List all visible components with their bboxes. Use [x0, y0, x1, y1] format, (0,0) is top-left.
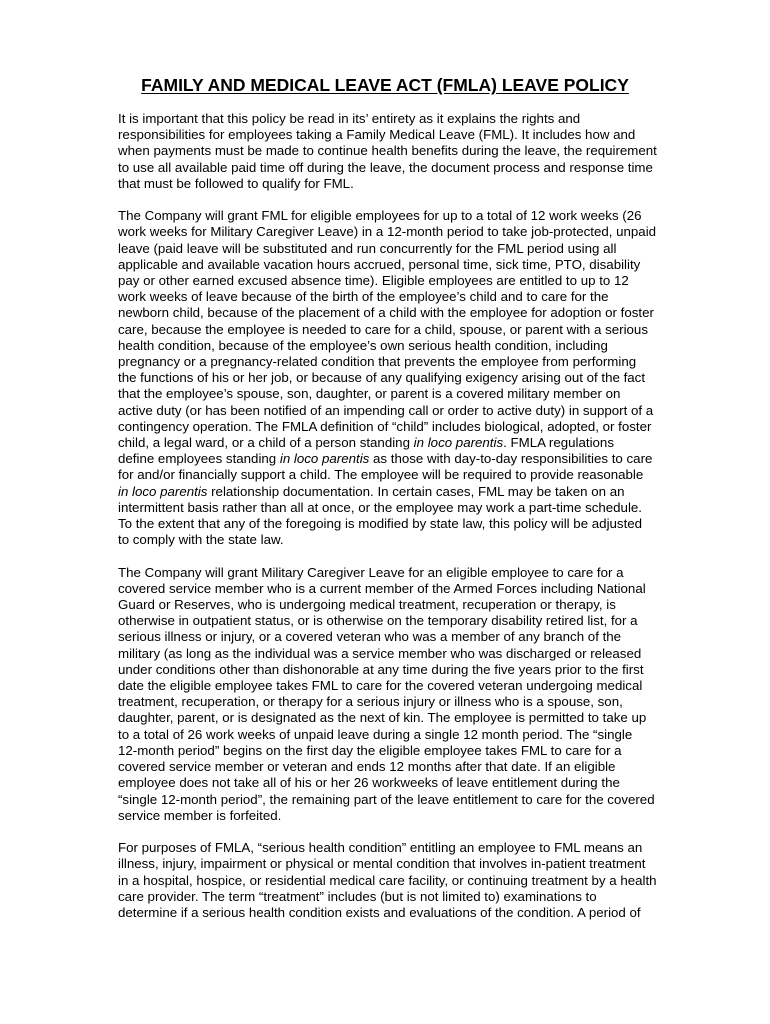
paragraph-intro — [118, 111, 698, 192]
text-line: service member is forfeited. — [118, 807, 282, 823]
text-line: work weeks of leave because of the birth of the employee’s child and to care for the — [118, 289, 609, 305]
text-line: It is important that this policy be read in its’ entirety as it explains the rights and — [118, 111, 581, 126]
text-line: for and/or financially support a child. The employee will be required to provide reasonable — [118, 467, 644, 483]
text-run: relationship documentation. In certain cases, FML may be taken on an — [207, 483, 625, 499]
text-line: health condition, because of the employee’s own serious health condition, including — [118, 337, 608, 353]
text-line: The Company will grant Military Caregiver Leave for an eligible employee to care for a — [118, 564, 624, 580]
text-run: child, a legal ward, or a child of a person standing — [118, 435, 414, 451]
text-line: applicable and available vacation hours accrued, personal time, sick time, PTO, disability — [118, 256, 641, 272]
paragraph-fml-grant — [118, 208, 698, 548]
text-line: For purposes of FMLA, “serious health condition” entitling an employee to FML means an — [118, 840, 643, 856]
text-line: leave (paid leave will be substituted and run concurrently for the FML period using all — [118, 240, 617, 256]
text-line: that the employee’s spouse, son, daughter, or parent is a covered military member on — [118, 386, 621, 402]
text-line-mixed — [118, 451, 698, 467]
text-line: treatment, recuperation, or therapy for a serious injury or illness who is a spouse, son, — [118, 694, 623, 710]
text-line: employee does not take all of his or her 26 workweeks of leave entitlement during the — [118, 775, 620, 791]
text-line: military (as long as the individual was a service member who was discharged or released — [118, 645, 642, 661]
text-line: responsibilities for employees taking a Family Medical Leave (FML). It includes how and — [118, 127, 636, 143]
italic-term: in loco parentis — [279, 451, 370, 467]
text-line: covered service member who is a current member of the Armed Forces including National — [118, 580, 646, 596]
text-line: when payments must be made to continue health benefits during the leave, the requirement — [118, 143, 657, 159]
text-line: pay or other earned excused absence time). Eligible employees are entitled to up to 12 — [118, 273, 629, 289]
text-line: contingency operation. The FMLA definition of “child” includes biological, adopted, or foster — [118, 418, 652, 434]
text-line: that must be followed to qualify for FML. — [118, 175, 354, 191]
text-line: newborn child, because of the placement of a child with the employee for adoption or foster — [118, 305, 654, 321]
text-line: otherwise in outpatient status, or is otherwise on the temporary disability retired list, for a — [118, 613, 638, 629]
text-line: in a hospital, hospice, or residential medical care facility, or continuing treatment by a health — [118, 872, 657, 888]
text-line: pregnancy or a pregnancy-related condition that prevents the employee from performing — [118, 354, 637, 370]
text-line: “single 12-month period”, the remaining part of the leave entitlement to care for the covered — [118, 791, 655, 807]
text-line: Guard or Reserves, who is undergoing medical treatment, recuperation or therapy, is — [118, 597, 616, 613]
document-title: FAMILY AND MEDICAL LEAVE ACT (FMLA) LEAVE POLICY — [141, 75, 629, 95]
italic-term: in loco parentis — [413, 435, 504, 451]
text-line: to comply with the state law. — [118, 532, 284, 548]
text-line-mixed — [118, 484, 698, 500]
text-line: care, because the employee is needed to care for a child, spouse, or parent with a serious — [118, 321, 648, 337]
text-line: The Company will grant FML for eligible employees for up to a total of 12 work weeks (26 — [118, 208, 642, 224]
text-run: as those with day-to-day responsibilities to care — [369, 451, 653, 467]
text-run: define employees standing — [118, 451, 280, 467]
italic-term: in loco parentis — [118, 483, 208, 499]
text-line: illness, injury, impairment or physical or mental condition that involves in-patient treatment — [118, 856, 646, 872]
text-line: under conditions other than dishonorable at any time during the five years prior to the first — [118, 661, 644, 677]
text-line: care provider. The term “treatment” includes (but is not limited to) examinations to — [118, 888, 597, 904]
text-line: intermittent basis rather than all at once, or the employee may work a part-time schedule. — [118, 499, 642, 515]
text-line: determine if a serious health condition exists and evaluations of the condition. A period of — [118, 904, 641, 920]
document-body — [118, 111, 698, 937]
text-run: . FMLA regulations — [503, 435, 614, 451]
paragraph-military-caregiver — [118, 565, 698, 824]
text-line: active duty (or has been notified of an impending call or order to active duty) in support of a — [118, 402, 654, 418]
text-line: date the eligible employee takes FML to care for the covered veteran undergoing medical — [118, 678, 643, 694]
text-line: covered service member or veteran and ends 12 months after that date. If an eligible — [118, 759, 616, 775]
text-line: the functions of his or her job, or because of any qualifying exigency arising out of the fact — [118, 370, 646, 386]
text-line-mixed — [118, 435, 698, 451]
text-line: work weeks for Military Caregiver Leave) in a 12-month period to take job-protected, unpaid — [118, 224, 657, 240]
text-line: to a total of 26 work weeks of unpaid leave during a single 12 month period. The “single — [118, 726, 633, 742]
paragraph-serious-health-condition — [118, 840, 698, 921]
text-line: 12-month period” begins on the first day the eligible employee takes FML to care for a — [118, 742, 622, 758]
text-line: To the extent that any of the foregoing is modified by state law, this policy will be adjusted — [118, 516, 643, 532]
text-line: to use all available paid time off during the leave, the document process and response time — [118, 159, 653, 175]
text-line: daughter, parent, or is designated as the next of kin. The employee is permitted to take up — [118, 710, 647, 726]
text-line: serious illness or injury, or a covered veteran who was a member of any branch of the — [118, 629, 622, 645]
